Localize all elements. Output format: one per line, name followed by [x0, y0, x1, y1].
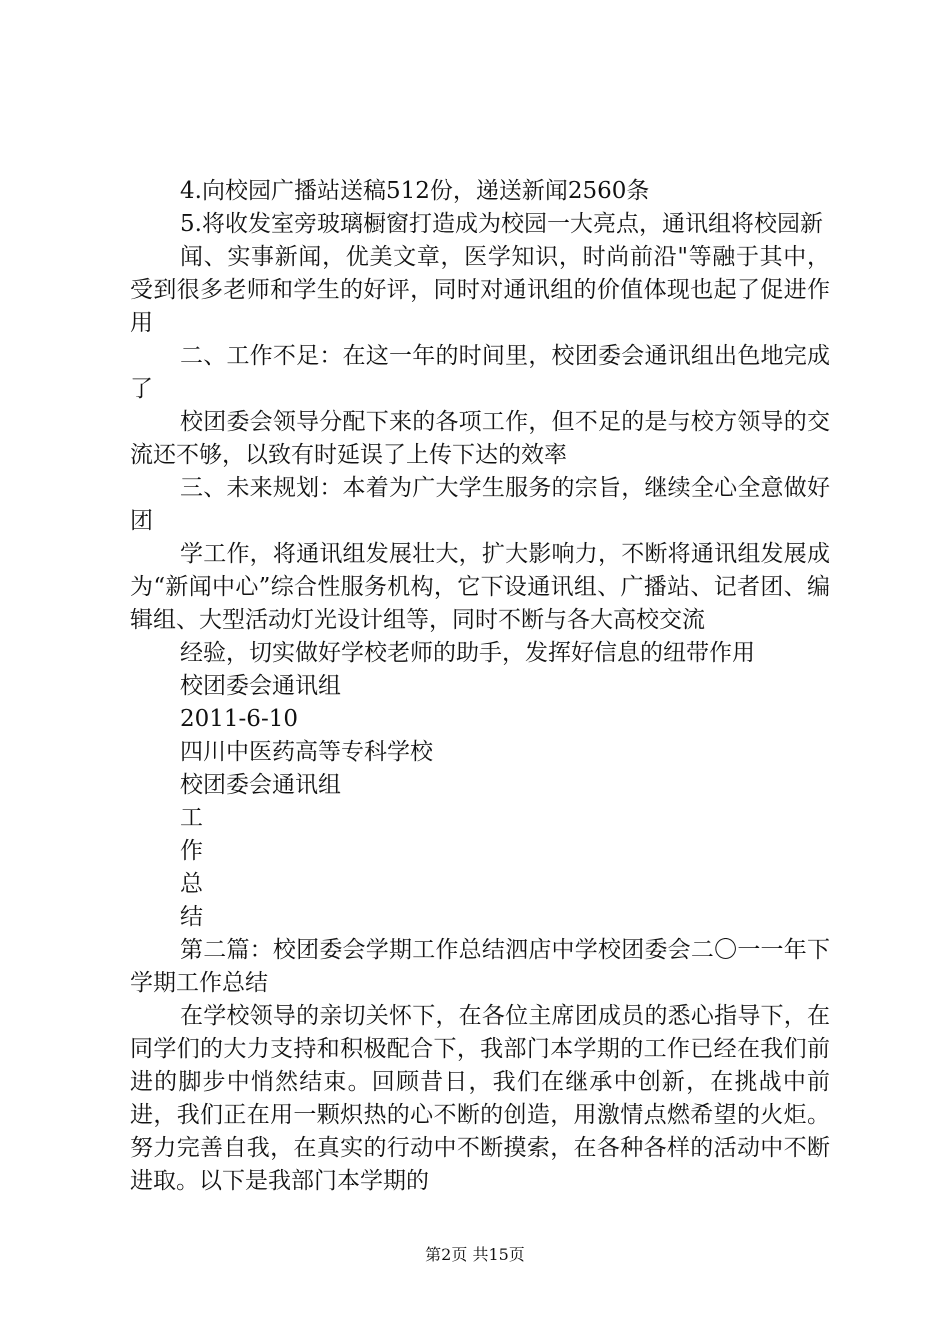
- paragraph: 闻、实事新闻，优美文章，医学知识，时尚前沿"等融于其中，受到很多老师和学生的好评，同时对通讯组的价值体现也起了促进作用: [130, 244, 830, 336]
- paragraph: 在学校领导的亲切关怀下，在各位主席团成员的悉心指导下，在同学们的大力支持和积极配合下，我部门本学期的工作已经在我们前进的脚步中悄然结束。回顾昔日，我们在继承中创新，在挑战中前进，我们正在用一颗炽热的心不断的创造，用激情点燃希望的火炬。努力完善自我，在真实的行动中不断摸索，在各种各样的活动中不断进取。以下是我部门本学期的: [130, 1003, 830, 1194]
- vertical-title-char: 结: [180, 904, 203, 930]
- vertical-title-char: 作: [180, 838, 203, 864]
- paragraph: 二、工作不足：在这一年的时间里，校团委会通讯组出色地完成了: [130, 343, 830, 402]
- paragraph: 5.将收发室旁玻璃橱窗打造成为校园一大亮点，通讯组将校园新: [180, 211, 823, 237]
- paragraph: 三、未来规划：本着为广大学生服务的宗旨，继续全心全意做好团: [130, 475, 830, 534]
- signature-date: 2011-6-10: [180, 706, 298, 732]
- org-name: 校团委会通讯组: [180, 772, 341, 798]
- paragraph: 校团委会领导分配下来的各项工作，但不足的是与校方领导的交流还不够，以致有时延误了上传下达的效率: [130, 409, 830, 468]
- page-number: 第2页 共15页: [425, 1245, 525, 1264]
- signature-org: 校团委会通讯组: [180, 673, 341, 699]
- paragraph: 经验，切实做好学校老师的助手，发挥好信息的纽带作用: [180, 640, 755, 666]
- vertical-title-char: 总: [180, 871, 203, 897]
- document-body: [130, 175, 830, 1198]
- paragraph: 4.向校园广播站送稿512份，递送新闻2560条: [180, 178, 650, 204]
- page-footer: [0, 1242, 950, 1265]
- section-heading: 第二篇：校团委会学期工作总结泗店中学校团委会二〇一一年下学期工作总结: [130, 937, 830, 996]
- school-name: 四川中医药高等专科学校: [180, 739, 433, 765]
- vertical-title-char: 工: [180, 805, 203, 831]
- paragraph: 学工作，将通讯组发展壮大，扩大影响力，不断将通讯组发展成为“新闻中心”综合性服务机构，它下设通讯组、广播站、记者团、编辑组、大型活动灯光设计组等，同时不断与各大高校交流: [130, 541, 830, 633]
